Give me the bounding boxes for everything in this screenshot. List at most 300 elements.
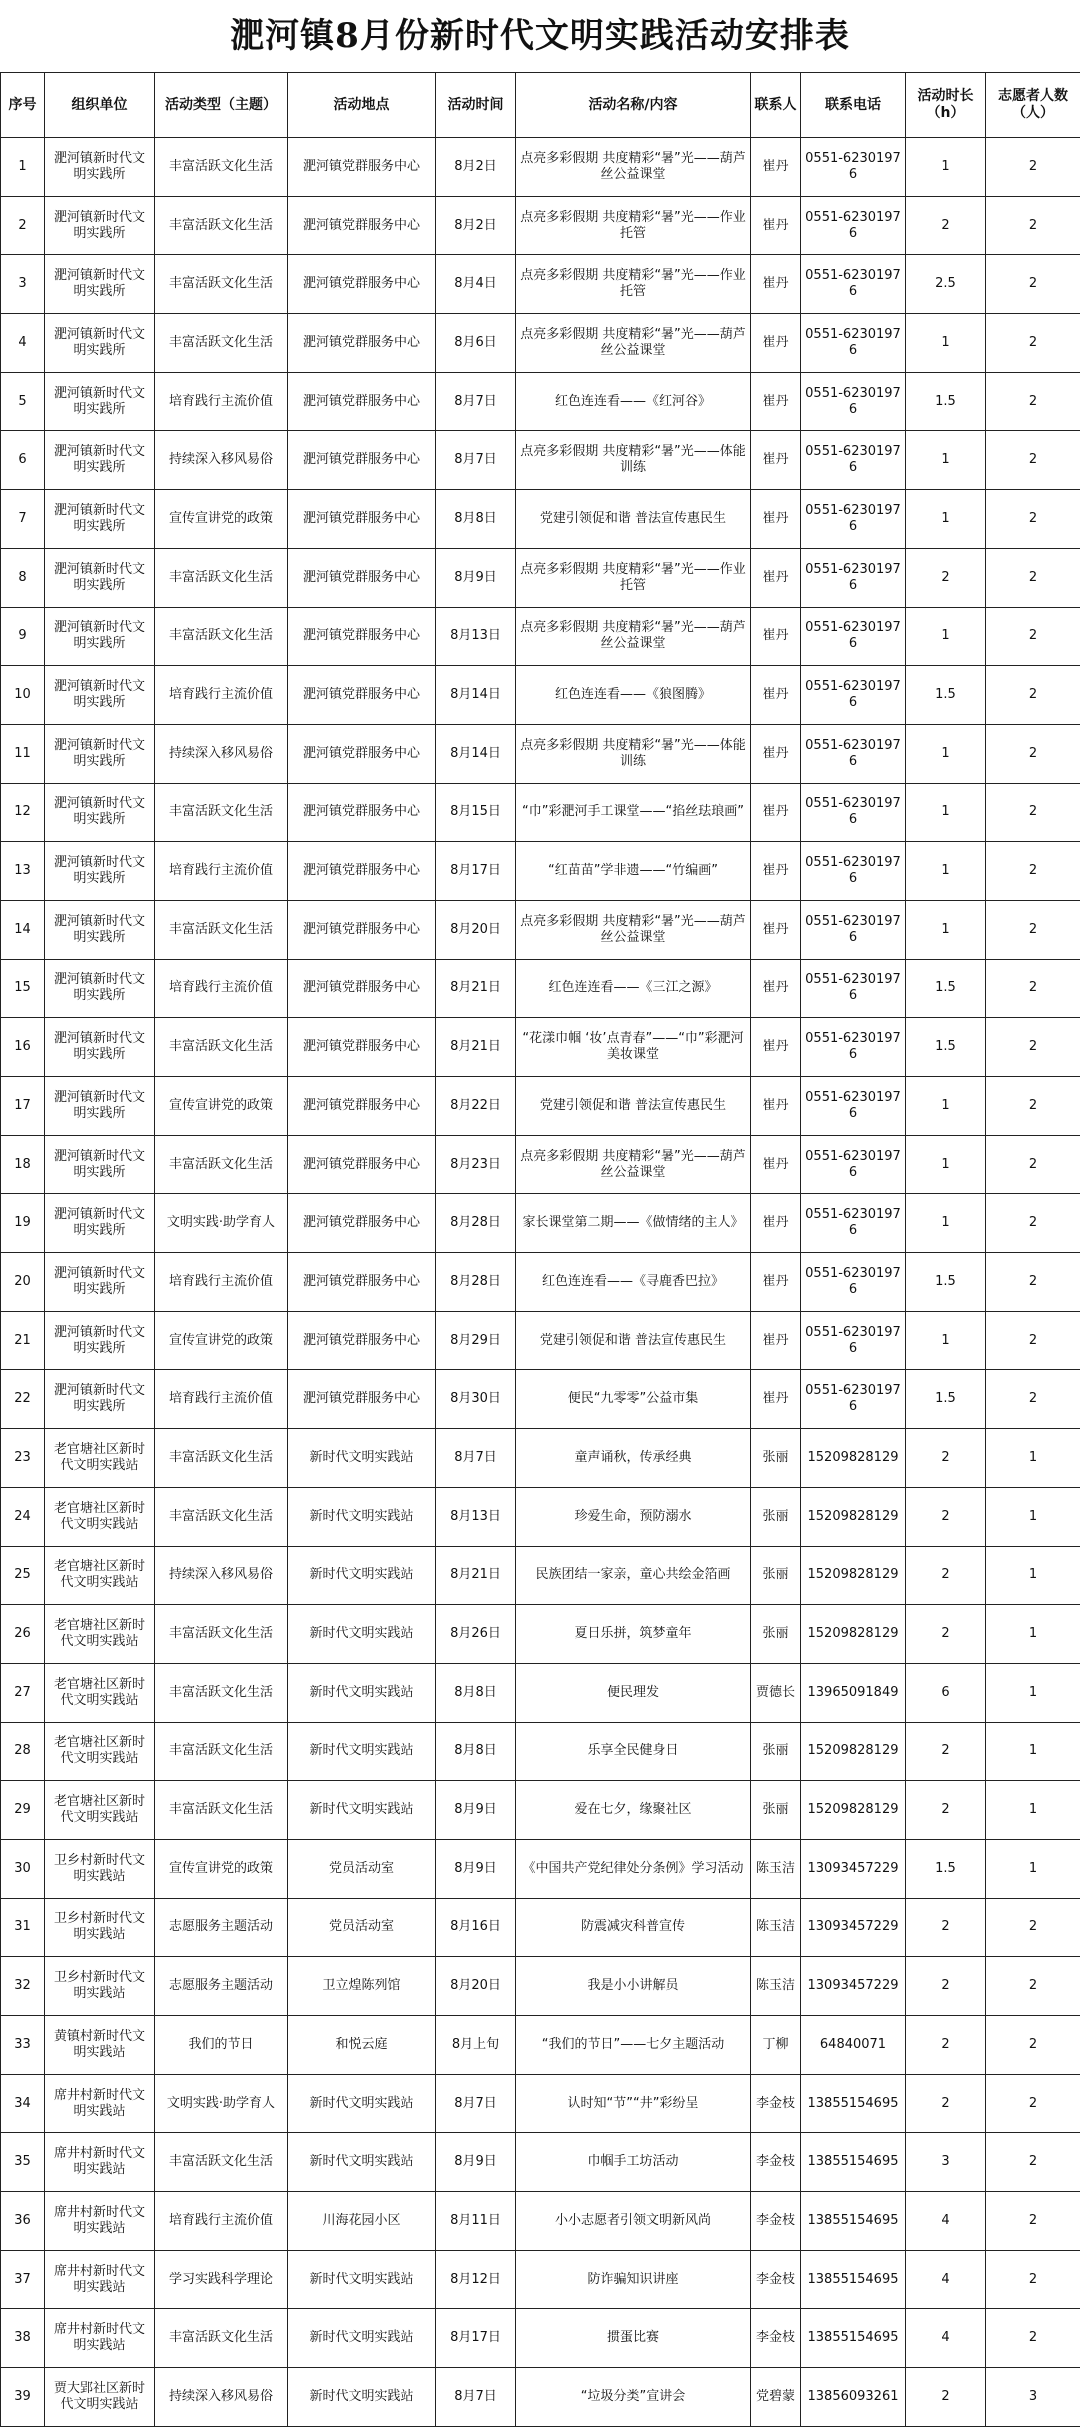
cell-duration: 1.5 [906, 959, 986, 1018]
cell-activity-type: 培育践行主流价值 [155, 666, 288, 725]
cell-seq: 7 [1, 490, 45, 549]
cell-activity-type: 培育践行主流价值 [155, 959, 288, 1018]
cell-date: 8月7日 [436, 372, 516, 431]
cell-date: 8月20日 [436, 1957, 516, 2016]
cell-duration: 2 [906, 2074, 986, 2133]
cell-contact: 李金枝 [751, 2192, 801, 2251]
cell-contact: 贾德长 [751, 1663, 801, 1722]
cell-contact: 崔丹 [751, 1311, 801, 1370]
cell-volunteers: 2 [986, 431, 1080, 490]
cell-contact: 崔丹 [751, 724, 801, 783]
cell-activity-type: 丰富活跃文化生活 [155, 2133, 288, 2192]
cell-volunteers: 2 [986, 255, 1080, 314]
cell-contact: 崔丹 [751, 548, 801, 607]
cell-duration: 1.5 [906, 372, 986, 431]
table-row [1, 1781, 1080, 1840]
cell-location: 淝河镇党群服务中心 [288, 372, 436, 431]
cell-location: 和悦云庭 [288, 2016, 436, 2075]
cell-date: 8月28日 [436, 1194, 516, 1253]
cell-activity-name: 民族团结一家亲，童心共绘金箔画 [516, 1546, 751, 1605]
cell-date: 8月9日 [436, 1839, 516, 1898]
cell-phone: 0551-62301976 [801, 1370, 906, 1429]
cell-org-unit: 淝河镇新时代文明实践所 [45, 314, 155, 373]
cell-date: 8月9日 [436, 548, 516, 607]
cell-org-unit: 淝河镇新时代文明实践所 [45, 548, 155, 607]
cell-activity-name: 便民“九零零”公益市集 [516, 1370, 751, 1429]
cell-contact: 张丽 [751, 1722, 801, 1781]
cell-contact: 张丽 [751, 1781, 801, 1840]
cell-contact: 崔丹 [751, 255, 801, 314]
cell-date: 8月13日 [436, 607, 516, 666]
cell-phone: 0551-62301976 [801, 783, 906, 842]
cell-activity-type: 学习实践科学理论 [155, 2250, 288, 2309]
cell-phone: 0551-62301976 [801, 1253, 906, 1312]
cell-activity-name: 乐享全民健身日 [516, 1722, 751, 1781]
table-row [1, 138, 1080, 197]
column-header-volunteers: 志愿者人数（人） [986, 73, 1080, 138]
cell-duration: 6 [906, 1663, 986, 1722]
cell-volunteers: 2 [986, 900, 1080, 959]
column-header-org-unit: 组织单位 [45, 73, 155, 138]
cell-activity-type: 丰富活跃文化生活 [155, 1605, 288, 1664]
cell-location: 新时代文明实践站 [288, 2133, 436, 2192]
cell-activity-type: 培育践行主流价值 [155, 372, 288, 431]
cell-contact: 张丽 [751, 1487, 801, 1546]
cell-volunteers: 2 [986, 666, 1080, 725]
cell-volunteers: 1 [986, 1605, 1080, 1664]
cell-phone: 15209828129 [801, 1781, 906, 1840]
cell-activity-type: 志愿服务主题活动 [155, 1957, 288, 2016]
cell-phone: 0551-62301976 [801, 666, 906, 725]
cell-org-unit: 老官塘社区新时代文明实践站 [45, 1722, 155, 1781]
cell-activity-type: 文明实践·助学育人 [155, 2074, 288, 2133]
table-header-row [1, 73, 1080, 138]
cell-phone: 13855154695 [801, 2133, 906, 2192]
cell-org-unit: 老官塘社区新时代文明实践站 [45, 1605, 155, 1664]
cell-volunteers: 1 [986, 1839, 1080, 1898]
cell-duration: 2 [906, 1781, 986, 1840]
cell-phone: 13093457229 [801, 1839, 906, 1898]
table-body [1, 138, 1080, 2427]
cell-activity-type: 丰富活跃文化生活 [155, 1018, 288, 1077]
cell-activity-type: 丰富活跃文化生活 [155, 900, 288, 959]
cell-contact: 崔丹 [751, 1253, 801, 1312]
cell-duration: 1.5 [906, 1370, 986, 1429]
cell-activity-type: 丰富活跃文化生活 [155, 138, 288, 197]
cell-contact: 崔丹 [751, 372, 801, 431]
cell-location: 淝河镇党群服务中心 [288, 431, 436, 490]
cell-volunteers: 2 [986, 1898, 1080, 1957]
cell-activity-type: 宣传宣讲党的政策 [155, 490, 288, 549]
cell-contact: 张丽 [751, 1429, 801, 1488]
cell-date: 8月20日 [436, 900, 516, 959]
cell-location: 新时代文明实践站 [288, 1487, 436, 1546]
cell-location: 新时代文明实践站 [288, 1781, 436, 1840]
cell-seq: 33 [1, 2016, 45, 2075]
cell-activity-name: 党建引领促和谐 普法宣传惠民生 [516, 490, 751, 549]
cell-phone: 13093457229 [801, 1957, 906, 2016]
cell-org-unit: 淝河镇新时代文明实践所 [45, 607, 155, 666]
table-row [1, 1957, 1080, 2016]
cell-contact: 党碧蒙 [751, 2368, 801, 2427]
cell-activity-name: 党建引领促和谐 普法宣传惠民生 [516, 1311, 751, 1370]
cell-activity-name: 我是小小讲解员 [516, 1957, 751, 2016]
cell-activity-type: 培育践行主流价值 [155, 1370, 288, 1429]
cell-activity-name: 红色连连看——《寻鹿香巴拉》 [516, 1253, 751, 1312]
table-row [1, 255, 1080, 314]
table-row [1, 1605, 1080, 1664]
cell-org-unit: 淝河镇新时代文明实践所 [45, 431, 155, 490]
cell-contact: 崔丹 [751, 959, 801, 1018]
cell-activity-name: 点亮多彩假期 共度精彩“暑”光——体能训练 [516, 724, 751, 783]
cell-date: 8月21日 [436, 1018, 516, 1077]
cell-volunteers: 2 [986, 1370, 1080, 1429]
cell-date: 8月14日 [436, 666, 516, 725]
cell-contact: 李金枝 [751, 2309, 801, 2368]
cell-seq: 38 [1, 2309, 45, 2368]
cell-date: 8月17日 [436, 842, 516, 901]
table-row [1, 548, 1080, 607]
table-row [1, 1839, 1080, 1898]
cell-location: 新时代文明实践站 [288, 1722, 436, 1781]
table-row [1, 431, 1080, 490]
cell-activity-name: 掼蛋比赛 [516, 2309, 751, 2368]
cell-location: 淝河镇党群服务中心 [288, 196, 436, 255]
cell-seq: 15 [1, 959, 45, 1018]
cell-location: 新时代文明实践站 [288, 2368, 436, 2427]
cell-date: 8月9日 [436, 1781, 516, 1840]
cell-contact: 崔丹 [751, 314, 801, 373]
cell-date: 8月6日 [436, 314, 516, 373]
cell-org-unit: 席井村新时代文明实践站 [45, 2309, 155, 2368]
cell-location: 淝河镇党群服务中心 [288, 490, 436, 549]
cell-activity-name: 童声诵秋，传承经典 [516, 1429, 751, 1488]
cell-org-unit: 淝河镇新时代文明实践所 [45, 1370, 155, 1429]
cell-volunteers: 2 [986, 1957, 1080, 2016]
activity-schedule-table [0, 72, 1080, 2427]
cell-date: 8月8日 [436, 1663, 516, 1722]
cell-duration: 2.5 [906, 255, 986, 314]
cell-volunteers: 2 [986, 490, 1080, 549]
cell-location: 淝河镇党群服务中心 [288, 900, 436, 959]
cell-duration: 1 [906, 724, 986, 783]
table-row [1, 1487, 1080, 1546]
cell-location: 淝河镇党群服务中心 [288, 607, 436, 666]
cell-contact: 陈玉洁 [751, 1839, 801, 1898]
cell-date: 8月30日 [436, 1370, 516, 1429]
cell-seq: 32 [1, 1957, 45, 2016]
cell-date: 8月7日 [436, 431, 516, 490]
cell-volunteers: 2 [986, 2016, 1080, 2075]
column-header-location: 活动地点 [288, 73, 436, 138]
cell-seq: 4 [1, 314, 45, 373]
cell-phone: 0551-62301976 [801, 138, 906, 197]
cell-duration: 2 [906, 1957, 986, 2016]
cell-date: 8月11日 [436, 2192, 516, 2251]
cell-seq: 20 [1, 1253, 45, 1312]
cell-org-unit: 淝河镇新时代文明实践所 [45, 1077, 155, 1136]
cell-seq: 21 [1, 1311, 45, 1370]
table-row [1, 1546, 1080, 1605]
cell-location: 淝河镇党群服务中心 [288, 1311, 436, 1370]
cell-duration: 2 [906, 1898, 986, 1957]
cell-org-unit: 淝河镇新时代文明实践所 [45, 1018, 155, 1077]
cell-phone: 0551-62301976 [801, 1077, 906, 1136]
cell-contact: 李金枝 [751, 2250, 801, 2309]
cell-activity-name: 点亮多彩假期 共度精彩“暑”光——葫芦丝公益课堂 [516, 314, 751, 373]
cell-duration: 2 [906, 1429, 986, 1488]
cell-phone: 0551-62301976 [801, 255, 906, 314]
column-header-duration: 活动时长（h） [906, 73, 986, 138]
cell-volunteers: 2 [986, 548, 1080, 607]
cell-location: 淝河镇党群服务中心 [288, 1194, 436, 1253]
table-row [1, 2192, 1080, 2251]
cell-phone: 0551-62301976 [801, 1311, 906, 1370]
cell-seq: 31 [1, 1898, 45, 1957]
cell-volunteers: 2 [986, 2074, 1080, 2133]
cell-activity-type: 持续深入移风易俗 [155, 1546, 288, 1605]
cell-activity-name: “花漾巾帼 ‘妆’点青春”——“巾”彩淝河美妆课堂 [516, 1018, 751, 1077]
cell-duration: 1 [906, 1077, 986, 1136]
cell-seq: 14 [1, 900, 45, 959]
cell-org-unit: 淝河镇新时代文明实践所 [45, 138, 155, 197]
cell-duration: 1 [906, 1135, 986, 1194]
cell-activity-name: 家长课堂第二期——《做情绪的主人》 [516, 1194, 751, 1253]
cell-volunteers: 2 [986, 314, 1080, 373]
cell-duration: 2 [906, 1487, 986, 1546]
cell-duration: 2 [906, 2368, 986, 2427]
cell-duration: 2 [906, 1605, 986, 1664]
cell-seq: 27 [1, 1663, 45, 1722]
cell-phone: 0551-62301976 [801, 900, 906, 959]
cell-phone: 15209828129 [801, 1722, 906, 1781]
cell-location: 新时代文明实践站 [288, 1605, 436, 1664]
cell-phone: 0551-62301976 [801, 314, 906, 373]
column-header-seq: 序号 [1, 73, 45, 138]
cell-org-unit: 淝河镇新时代文明实践所 [45, 959, 155, 1018]
cell-date: 8月21日 [436, 959, 516, 1018]
cell-duration: 3 [906, 2133, 986, 2192]
cell-seq: 34 [1, 2074, 45, 2133]
cell-org-unit: 席井村新时代文明实践站 [45, 2250, 155, 2309]
cell-contact: 崔丹 [751, 666, 801, 725]
cell-seq: 6 [1, 431, 45, 490]
cell-seq: 24 [1, 1487, 45, 1546]
cell-volunteers: 1 [986, 1663, 1080, 1722]
cell-duration: 1 [906, 1194, 986, 1253]
cell-activity-type: 培育践行主流价值 [155, 2192, 288, 2251]
cell-org-unit: 淝河镇新时代文明实践所 [45, 724, 155, 783]
cell-contact: 崔丹 [751, 1135, 801, 1194]
cell-volunteers: 2 [986, 724, 1080, 783]
cell-org-unit: 淝河镇新时代文明实践所 [45, 1253, 155, 1312]
cell-contact: 崔丹 [751, 607, 801, 666]
cell-activity-type: 持续深入移风易俗 [155, 724, 288, 783]
cell-duration: 1 [906, 783, 986, 842]
cell-org-unit: 席井村新时代文明实践站 [45, 2074, 155, 2133]
cell-location: 淝河镇党群服务中心 [288, 255, 436, 314]
cell-seq: 2 [1, 196, 45, 255]
cell-location: 新时代文明实践站 [288, 2250, 436, 2309]
cell-seq: 10 [1, 666, 45, 725]
cell-seq: 13 [1, 842, 45, 901]
cell-activity-name: 爱在七夕，缘聚社区 [516, 1781, 751, 1840]
cell-org-unit: 贾大郢社区新时代文明实践站 [45, 2368, 155, 2427]
cell-date: 8月7日 [436, 2368, 516, 2427]
cell-activity-name: 点亮多彩假期 共度精彩“暑”光——葫芦丝公益课堂 [516, 900, 751, 959]
cell-activity-type: 培育践行主流价值 [155, 1253, 288, 1312]
cell-volunteers: 2 [986, 1253, 1080, 1312]
cell-seq: 39 [1, 2368, 45, 2427]
cell-activity-type: 培育践行主流价值 [155, 842, 288, 901]
cell-contact: 陈玉洁 [751, 1957, 801, 2016]
table-row [1, 2250, 1080, 2309]
column-header-activity-name: 活动名称/内容 [516, 73, 751, 138]
cell-duration: 1 [906, 1311, 986, 1370]
cell-contact: 张丽 [751, 1605, 801, 1664]
cell-activity-name: 点亮多彩假期 共度精彩“暑”光——葫芦丝公益课堂 [516, 138, 751, 197]
cell-phone: 0551-62301976 [801, 196, 906, 255]
cell-date: 8月9日 [436, 2133, 516, 2192]
cell-org-unit: 老官塘社区新时代文明实践站 [45, 1663, 155, 1722]
table-row [1, 666, 1080, 725]
table-row [1, 1663, 1080, 1722]
cell-phone: 15209828129 [801, 1605, 906, 1664]
cell-activity-type: 丰富活跃文化生活 [155, 2309, 288, 2368]
cell-activity-type: 宣传宣讲党的政策 [155, 1839, 288, 1898]
cell-duration: 2 [906, 2016, 986, 2075]
cell-location: 新时代文明实践站 [288, 1663, 436, 1722]
table-row [1, 372, 1080, 431]
cell-phone: 0551-62301976 [801, 842, 906, 901]
cell-contact: 李金枝 [751, 2133, 801, 2192]
cell-seq: 25 [1, 1546, 45, 1605]
cell-volunteers: 2 [986, 1135, 1080, 1194]
cell-duration: 1 [906, 314, 986, 373]
cell-activity-name: 点亮多彩假期 共度精彩“暑”光——体能训练 [516, 431, 751, 490]
cell-volunteers: 2 [986, 607, 1080, 666]
cell-contact: 崔丹 [751, 1194, 801, 1253]
table-row [1, 724, 1080, 783]
cell-duration: 1 [906, 842, 986, 901]
cell-location: 淝河镇党群服务中心 [288, 1253, 436, 1312]
cell-duration: 1.5 [906, 1839, 986, 1898]
cell-activity-type: 丰富活跃文化生活 [155, 314, 288, 373]
cell-duration: 1.5 [906, 666, 986, 725]
cell-seq: 5 [1, 372, 45, 431]
cell-volunteers: 2 [986, 959, 1080, 1018]
cell-location: 淝河镇党群服务中心 [288, 1018, 436, 1077]
cell-seq: 18 [1, 1135, 45, 1194]
cell-date: 8月21日 [436, 1546, 516, 1605]
cell-phone: 13855154695 [801, 2074, 906, 2133]
cell-activity-type: 丰富活跃文化生活 [155, 1781, 288, 1840]
cell-volunteers: 1 [986, 1546, 1080, 1605]
cell-phone: 13855154695 [801, 2192, 906, 2251]
cell-location: 新时代文明实践站 [288, 2074, 436, 2133]
cell-location: 新时代文明实践站 [288, 2309, 436, 2368]
cell-contact: 崔丹 [751, 842, 801, 901]
cell-phone: 0551-62301976 [801, 431, 906, 490]
cell-activity-name: 点亮多彩假期 共度精彩“暑”光——葫芦丝公益课堂 [516, 607, 751, 666]
cell-phone: 15209828129 [801, 1487, 906, 1546]
cell-date: 8月2日 [436, 196, 516, 255]
cell-activity-type: 丰富活跃文化生活 [155, 196, 288, 255]
cell-activity-type: 文明实践·助学育人 [155, 1194, 288, 1253]
cell-contact: 崔丹 [751, 900, 801, 959]
table-row [1, 1722, 1080, 1781]
cell-seq: 28 [1, 1722, 45, 1781]
cell-location: 淝河镇党群服务中心 [288, 314, 436, 373]
cell-activity-name: 夏日乐拼，筑梦童年 [516, 1605, 751, 1664]
cell-seq: 19 [1, 1194, 45, 1253]
cell-org-unit: 淝河镇新时代文明实践所 [45, 900, 155, 959]
cell-phone: 13855154695 [801, 2250, 906, 2309]
cell-org-unit: 卫乡村新时代文明实践站 [45, 1898, 155, 1957]
cell-volunteers: 2 [986, 1077, 1080, 1136]
cell-org-unit: 淝河镇新时代文明实践所 [45, 783, 155, 842]
cell-date: 8月29日 [436, 1311, 516, 1370]
cell-contact: 陈玉洁 [751, 1898, 801, 1957]
cell-volunteers: 2 [986, 2192, 1080, 2251]
cell-seq: 23 [1, 1429, 45, 1488]
cell-activity-name: 珍爱生命，预防溺水 [516, 1487, 751, 1546]
cell-phone: 0551-62301976 [801, 959, 906, 1018]
cell-activity-name: 《中国共产党纪律处分条例》学习活动 [516, 1839, 751, 1898]
cell-phone: 13855154695 [801, 2309, 906, 2368]
cell-seq: 8 [1, 548, 45, 607]
cell-seq: 12 [1, 783, 45, 842]
cell-activity-name: 党建引领促和谐 普法宣传惠民生 [516, 1077, 751, 1136]
cell-date: 8月上旬 [436, 2016, 516, 2075]
cell-location: 淝河镇党群服务中心 [288, 1370, 436, 1429]
cell-seq: 37 [1, 2250, 45, 2309]
column-header-phone: 联系电话 [801, 73, 906, 138]
cell-seq: 16 [1, 1018, 45, 1077]
cell-duration: 2 [906, 1546, 986, 1605]
cell-volunteers: 2 [986, 196, 1080, 255]
cell-location: 淝河镇党群服务中心 [288, 666, 436, 725]
cell-activity-name: “我们的节日”——七夕主题活动 [516, 2016, 751, 2075]
cell-duration: 1.5 [906, 1253, 986, 1312]
cell-org-unit: 老官塘社区新时代文明实践站 [45, 1487, 155, 1546]
cell-contact: 崔丹 [751, 138, 801, 197]
cell-org-unit: 黄镇村新时代文明实践站 [45, 2016, 155, 2075]
cell-location: 淝河镇党群服务中心 [288, 138, 436, 197]
cell-contact: 崔丹 [751, 1370, 801, 1429]
cell-seq: 11 [1, 724, 45, 783]
cell-phone: 15209828129 [801, 1546, 906, 1605]
cell-duration: 1 [906, 431, 986, 490]
table-row [1, 1018, 1080, 1077]
table-row [1, 959, 1080, 1018]
cell-activity-name: 认时知“节”“井”彩纷呈 [516, 2074, 751, 2133]
cell-date: 8月15日 [436, 783, 516, 842]
cell-date: 8月13日 [436, 1487, 516, 1546]
table-row [1, 783, 1080, 842]
cell-seq: 30 [1, 1839, 45, 1898]
cell-location: 淝河镇党群服务中心 [288, 842, 436, 901]
cell-volunteers: 2 [986, 2309, 1080, 2368]
cell-activity-name: 点亮多彩假期 共度精彩“暑”光——葫芦丝公益课堂 [516, 1135, 751, 1194]
cell-volunteers: 2 [986, 842, 1080, 901]
cell-date: 8月4日 [436, 255, 516, 314]
cell-contact: 崔丹 [751, 1018, 801, 1077]
cell-org-unit: 席井村新时代文明实践站 [45, 2192, 155, 2251]
cell-volunteers: 1 [986, 1487, 1080, 1546]
cell-duration: 2 [906, 1722, 986, 1781]
cell-contact: 崔丹 [751, 783, 801, 842]
